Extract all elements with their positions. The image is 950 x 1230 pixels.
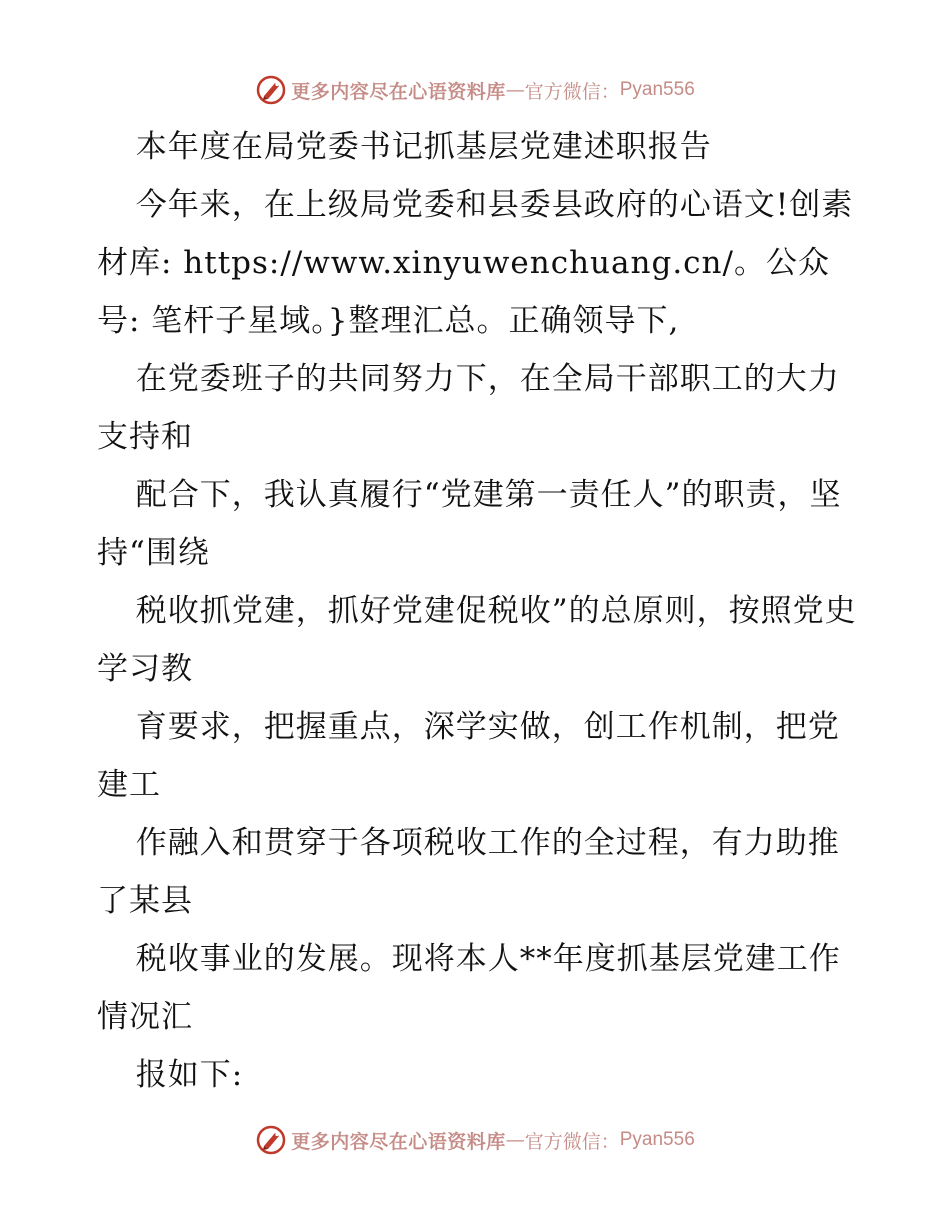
document-body <box>97 118 857 1104</box>
paragraph-4: 税收抓党建，抓好党建促税收”的总原则，按照党史学习教 <box>97 593 857 687</box>
header-wechat-id: Pyan556 <box>619 79 695 100</box>
paragraph-8: 报如下: <box>135 1057 244 1093</box>
document-title: 本年度在局党委书记抓基层党建述职报告 <box>135 129 712 165</box>
footer-dash: — <box>505 1129 525 1151</box>
paragraph-7: 税收事业的发展。现将本人**年度抓基层党建工作情况汇 <box>97 941 841 1035</box>
footer-wechat-label: 官方微信： <box>524 1130 620 1153</box>
header-wechat-label: 官方微信： <box>524 80 620 103</box>
header-site-text: 更多内容尽在心语资料库 <box>291 80 506 103</box>
header-banner-content <box>255 74 695 106</box>
pen-logo-icon <box>255 1124 287 1156</box>
footer-banner-content <box>255 1124 695 1156</box>
pen-logo-icon <box>255 74 287 106</box>
footer-site-text: 更多内容尽在心语资料库 <box>291 1130 506 1153</box>
paragraph-2: 在党委班子的共同努力下，在全局干部职工的大力支持和 <box>97 361 840 455</box>
header-banner <box>0 70 950 110</box>
paragraph-5: 育要求，把握重点，深学实做，创工作机制，把党建工 <box>97 709 840 803</box>
paragraph-1: 今年来，在上级局党委和县委县政府的心语文!创素材库: https://www.xinyuwenchuang.cn/。公众号: 笔杆子星域。}整理汇总。正确领导下, <box>97 187 854 339</box>
paragraph-6: 作融入和贯穿于各项税收工作的全过程，有力助推了某县 <box>97 825 840 919</box>
footer-banner <box>0 1120 950 1160</box>
paragraph-3: 配合下，我认真履行“党建第一责任人”的职责，坚持“围绕 <box>97 477 842 571</box>
footer-wechat-id: Pyan556 <box>619 1129 695 1150</box>
header-dash: — <box>505 79 525 101</box>
